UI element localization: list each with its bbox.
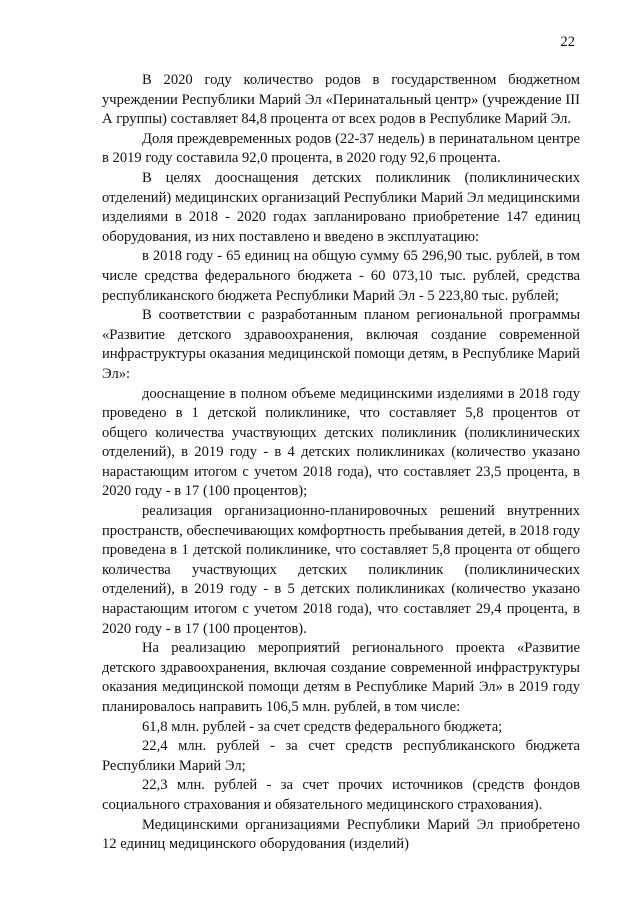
paragraph: Медицинскими организациями Республики Марий Эл приобретено 12 единиц медицинского оборудования (изделий) xyxy=(102,816,580,853)
paragraph: 22,3 млн. рублей - за счет прочих источников (средств фондов социального страхования и обязательного медицинского страхования). xyxy=(102,777,580,813)
paragraph: реализация организационно-планировочных решений внутренних пространств, обеспечивающих комфортность пребывания детей, в 2018 году проведена в 1 детской поликлинике, что составляет 5,8 процента от общего количества участвующих детских поликлиник (поликлинических отделений), в 2019 году - в 5 детских поликлиниках (количество указано нарастающим итогом с учетом 2018 года), что составляет 29,4 процента, в 2020 году - в 17 (100 процентов). xyxy=(102,503,580,637)
paragraph: 22,4 млн. рублей - за счет средств республиканского бюджета Республики Марий Эл; xyxy=(102,738,580,774)
paragraph: 61,8 млн. рублей - за счет средств федерального бюджета; xyxy=(142,718,503,735)
paragraph: Доля преждевременных родов (22-37 недель) в перинатальном центре в 2019 году составила 92,0 процента, в 2020 году 92,6 процента. xyxy=(102,130,580,167)
document-body xyxy=(102,71,580,855)
paragraph: дооснащение в полном объеме медицинскими изделиями в 2018 году проведено в 1 детской поликлинике, что составляет 5,8 процентов от общего количества участвующих детских поликлиник (поликлинических отделений), в 2019 году - в 4 детских поликлиниках (количество указано нарастающим итогом с учетом 2018 года), что составляет 23,5 процента, в 2020 году - в 17 (100 процентов); xyxy=(102,385,580,500)
page-number: 22 xyxy=(560,34,575,50)
paragraph: На реализацию мероприятий регионального проекта «Развитие детского здравоохранения, включая создание современной инфраструктуры оказания медицинской помощи детям в Республике Марий Эл» в 2019 году планировалось направить 106,5 млн. рублей, в том числе: xyxy=(102,640,580,715)
paragraph: в 2018 году - 65 единиц на общую сумму 65 296,90 тыс. рублей, в том числе средства федерального бюджета - 60 073,10 тыс. рублей, средства республиканского бюджета Республики Марий Эл - 5 223,80 тыс. рублей; xyxy=(102,248,580,304)
paragraph: В целях дооснащения детских поликлиник (поликлинических отделений) медицинских организаций Республики Марий Эл медицинскими изделиями в 2018 - 2020 годах запланировано приобретение 147 единиц оборудования, из них поставлено и введено в эксплуатацию: xyxy=(102,169,580,245)
paragraph: В соответствии с разработанным планом региональной программы «Развитие детского здравоохранения, включая создание современной инфраструктуры оказания медицинской помощи детям, в Республике Марий Эл»: xyxy=(102,307,580,382)
paragraph: В 2020 году количество родов в государственном бюджетном учреждении Республики Марий Эл «Перинатальный центр» (учреждение III А группы) составляет 84,8 процента от всех родов в Республике Марий Эл. xyxy=(102,72,580,128)
